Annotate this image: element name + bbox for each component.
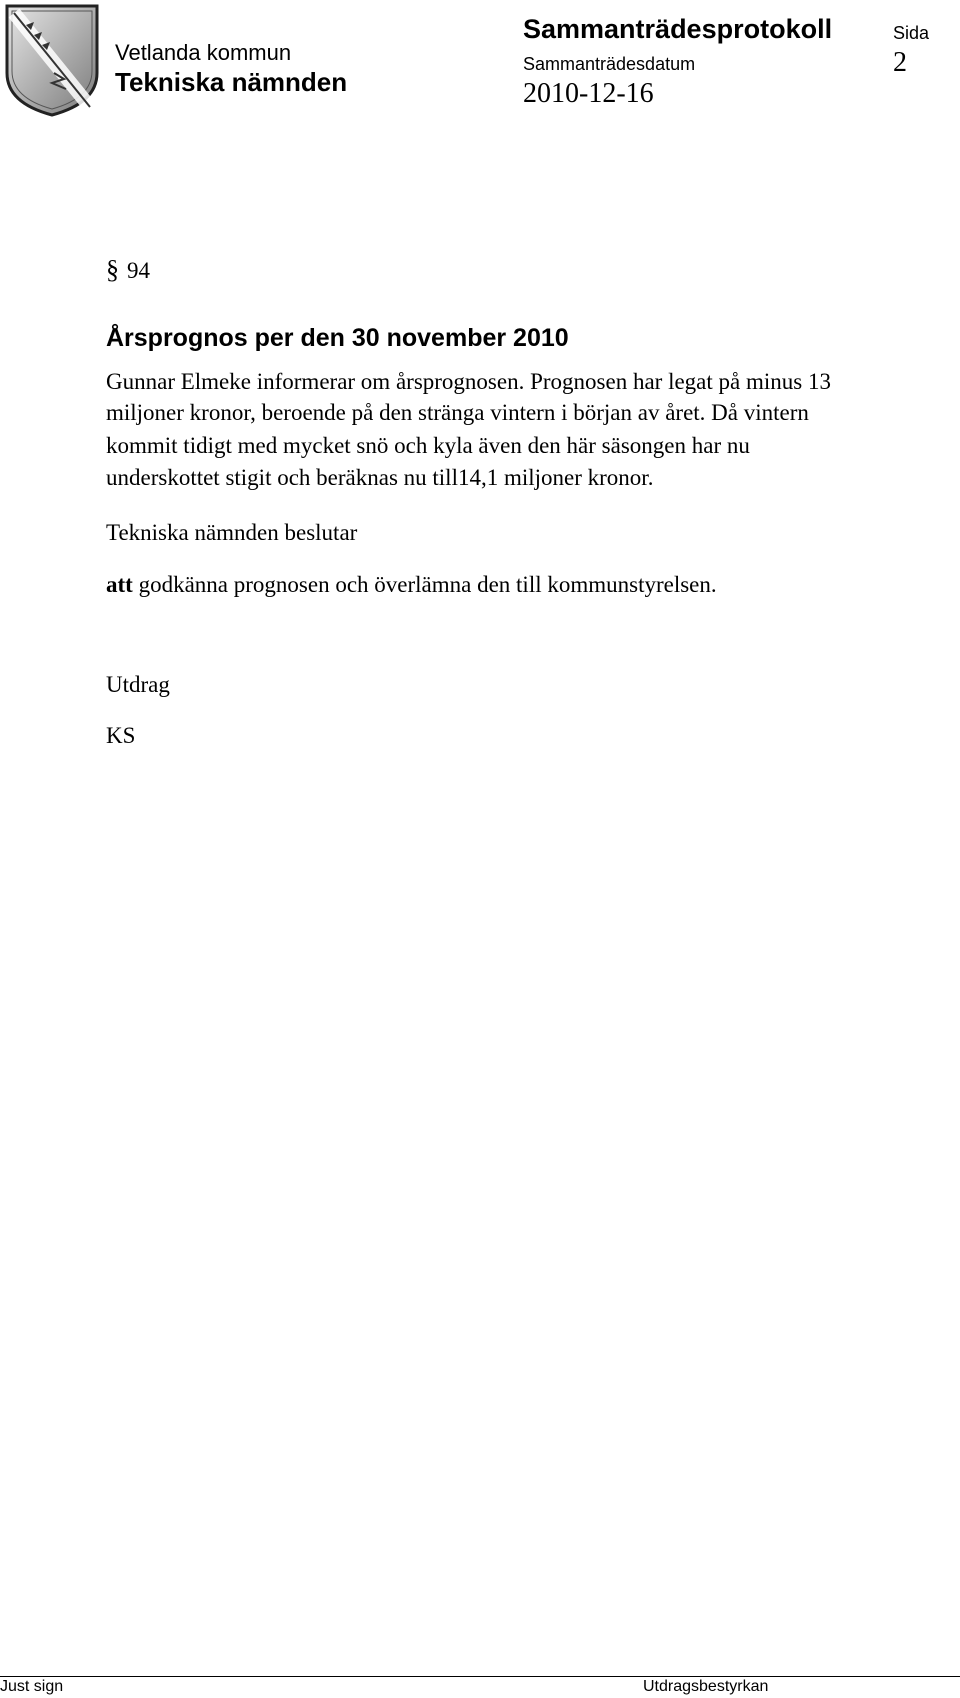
paragraph-number-value: 94 (127, 258, 150, 283)
page-number: 2 (893, 47, 907, 78)
signature-label: Just sign (0, 1678, 64, 1695)
decision-text (106, 572, 717, 598)
decision-body: godkänna prognosen och överlämna den till kommunstyrelsen. (132, 572, 717, 597)
decision-heading: Tekniska nämnden beslutar (106, 520, 358, 545)
body-text-line: underskottet stigit och beräknas nu till14,1 miljoner kronor. (106, 465, 654, 490)
document-type: Sammanträdesprotokoll (523, 14, 833, 44)
footer-divider (0, 1676, 960, 1677)
extract-label: Utdrag (106, 672, 170, 697)
coat-of-arms-icon (4, 3, 100, 117)
extract-recipient: KS (106, 723, 136, 748)
municipality-name: Vetlanda kommun (115, 40, 292, 65)
decision-keyword: att (106, 572, 133, 597)
body-text-line: kommit tidigt med mycket snö och kyla även den här säsongen har nu (106, 433, 750, 458)
certification-label: Utdragsbestyrkan (643, 1678, 769, 1695)
paragraph-number (106, 255, 150, 285)
body-text-line: miljoner kronor, beroende på den stränga vintern i början av året. Då vintern (106, 400, 809, 425)
board-name: Tekniska nämnden (115, 67, 348, 97)
body-text-line: Gunnar Elmeke informerar om årsprognosen. Prognosen har legat på minus 13 (106, 369, 831, 394)
item-title: Årsprognos per den 30 november 2010 (106, 324, 569, 352)
meeting-date-label: Sammanträdesdatum (523, 54, 696, 74)
meeting-date: 2010-12-16 (523, 78, 654, 109)
section-symbol: § (106, 255, 119, 284)
page-label: Sida (893, 23, 930, 43)
